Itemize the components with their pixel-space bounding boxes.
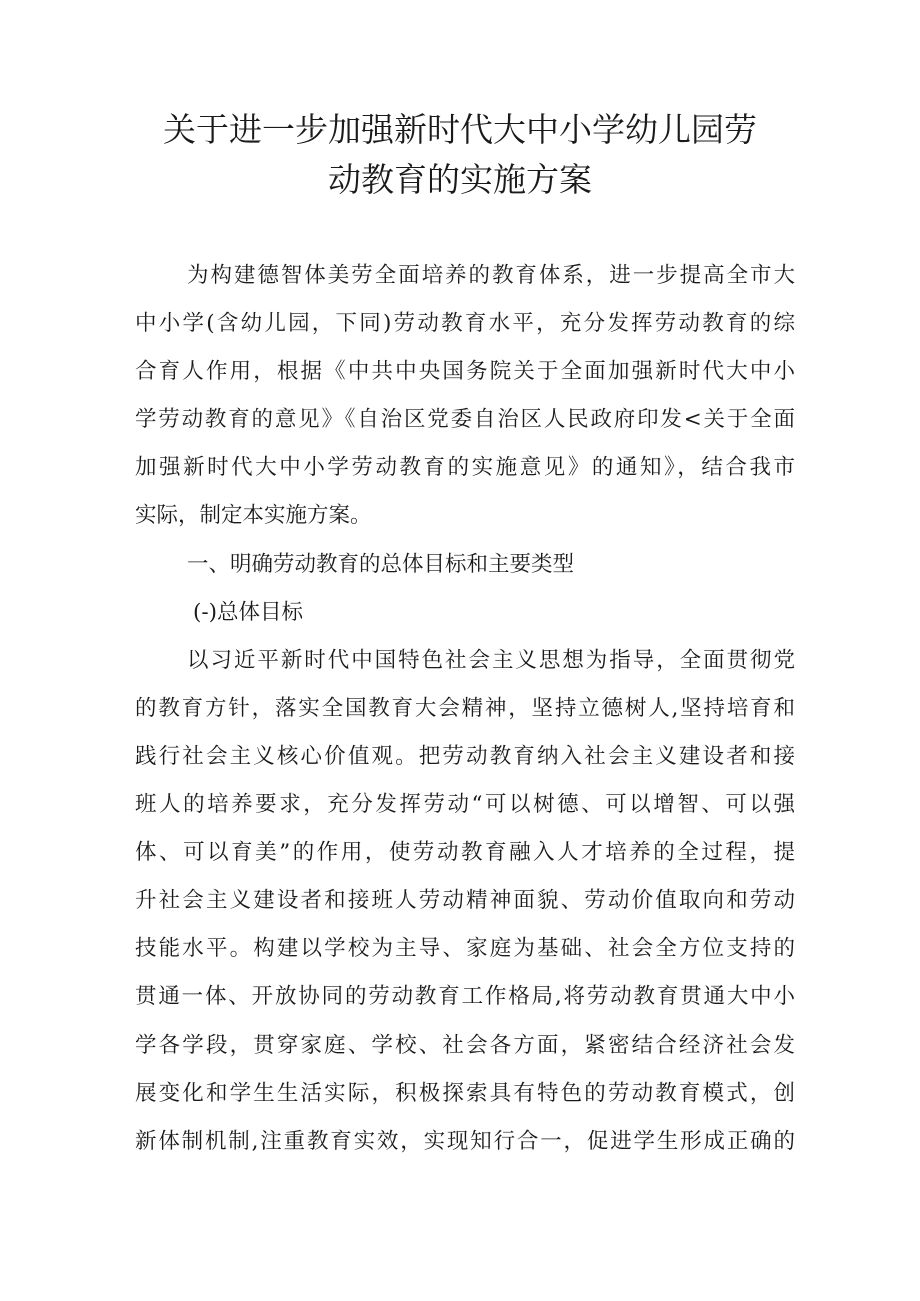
paragraph-line: 中小学(含幼儿园，下同)劳动教育水平，充分发挥劳动教育的综 [135, 311, 795, 337]
paragraph-line: 展变化和学生生活实际，积极探索具有特色的劳动教育模式，创 [135, 1080, 795, 1106]
paragraph-line: 学劳动教育的意见》《自治区党委自治区人民政府印发<关于全面 [135, 407, 795, 433]
paragraph-line: 学各学段，贯穿家庭、学校、社会各方面，紧密结合经济社会发 [135, 1032, 795, 1058]
section-heading: 一、明确劳动教育的总体目标和主要类型 [187, 551, 575, 577]
paragraph-line: 践行社会主义核心价值观。把劳动教育纳入社会主义建设者和接 [135, 743, 795, 769]
document-body [135, 252, 795, 1166]
paragraph-line: 实际，制定本实施方案。 [135, 503, 372, 529]
document-title-line-2: 动教育的实施方案 [328, 160, 592, 199]
paragraph-line: 升社会主义建设者和接班人劳动精神面貌、劳动价值取向和劳动 [135, 888, 795, 914]
paragraph-line: 贯通一体、开放协同的劳动教育工作格局,将劳动教育贯通大中小 [135, 984, 795, 1010]
subsection-heading: (-)总体目标 [193, 599, 304, 625]
paragraph-line: 技能水平。构建以学校为主导、家庭为基础、社会全方位支持的 [135, 936, 795, 962]
paragraph-line: 加强新时代大中小学劳动教育的实施意见》的通知》，结合我市 [135, 455, 795, 481]
paragraph-line: 新体制机制,注重教育实效，实现知行合一，促进学生形成正确的 [135, 1128, 795, 1154]
paragraph-line: 班人的培养要求，充分发挥劳动“可以树德、可以增智、可以强 [135, 792, 795, 818]
paragraph-line: 以习近平新时代中国特色社会主义思想为指导，全面贯彻党 [187, 647, 795, 673]
document-title-line-1: 关于进一步加强新时代大中小学幼儿园劳 [163, 110, 757, 149]
paragraph-line: 体、可以育美”的作用，使劳动教育融入人才培养的全过程，提 [135, 840, 795, 866]
paragraph-line: 的教育方针，落实全国教育大会精神，坚持立德树人,坚持培育和 [135, 695, 795, 721]
paragraph-line: 合育人作用，根据《中共中央国务院关于全面加强新时代大中小 [135, 359, 795, 385]
paragraph-line: 为构建德智体美劳全面培养的教育体系，进一步提高全市大 [187, 263, 795, 288]
